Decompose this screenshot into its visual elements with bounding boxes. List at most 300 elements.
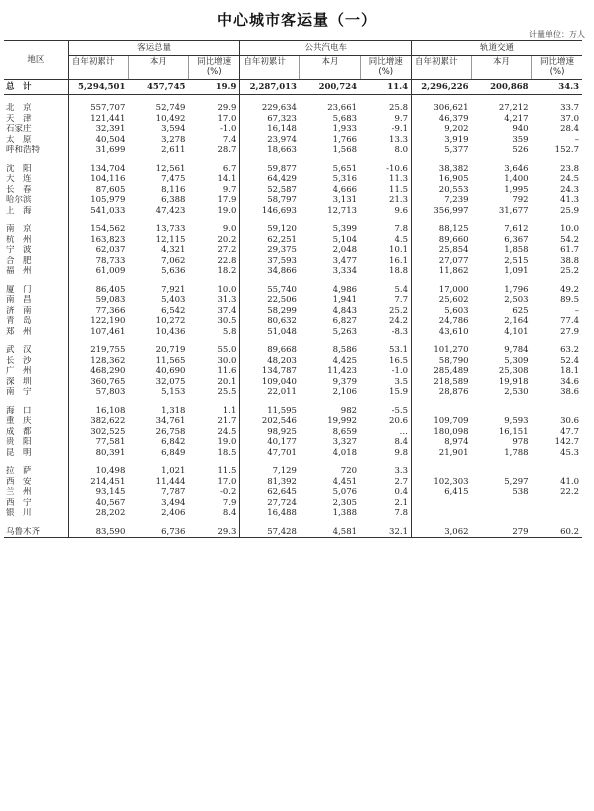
city-name: 重 庆 xyxy=(6,416,32,426)
value-cell: 58,790 xyxy=(411,356,471,367)
city-name: 深 圳 xyxy=(6,376,32,387)
value-cell: 67,323 xyxy=(240,114,300,125)
value-cell: 4,101 xyxy=(504,326,529,337)
value-cell: 59,120 xyxy=(240,224,300,235)
table-row xyxy=(4,245,582,256)
value-cell: 19.0 xyxy=(217,205,237,216)
value-cell: 7,787 xyxy=(161,487,186,497)
value-cell: 16,905 xyxy=(411,174,471,185)
value-cell: 98,925 xyxy=(240,427,300,438)
spacer-cell xyxy=(472,95,532,104)
header-group-rail: 轨道交通 xyxy=(411,41,582,56)
value-cell: 7.9 xyxy=(222,497,237,508)
value-cell: 49.2 xyxy=(560,284,579,295)
value-cell: 30.0 xyxy=(217,355,237,366)
value-cell: -8.3 xyxy=(391,326,408,337)
value-cell xyxy=(532,466,582,477)
table-row xyxy=(4,406,582,417)
spacer-cell xyxy=(188,337,240,345)
value-cell: 360,765 xyxy=(68,377,128,388)
value-cell: 1,995 xyxy=(504,184,529,195)
value-cell: 5,636 xyxy=(161,266,186,276)
value-cell: 9,202 xyxy=(411,124,471,135)
value-cell: 11.5 xyxy=(389,184,408,195)
spacer-cell xyxy=(360,95,411,104)
city-name: 太 原 xyxy=(6,134,32,145)
header-cumulative: 自年初累计 xyxy=(411,56,471,80)
spacer-cell xyxy=(411,277,471,285)
value-cell: 34.3 xyxy=(532,80,582,95)
value-cell: 4,451 xyxy=(332,476,358,487)
value-cell: 7.4 xyxy=(222,134,237,145)
value-cell: 5,403 xyxy=(161,295,186,305)
value-cell: 58,797 xyxy=(240,195,300,206)
value-cell: 11.5 xyxy=(217,466,237,476)
value-cell: 5,683 xyxy=(332,113,358,124)
value-cell: 229,634 xyxy=(240,103,300,114)
city-name: 兰 州 xyxy=(6,487,32,497)
spacer-cell xyxy=(68,216,128,224)
value-cell: 16,488 xyxy=(240,508,300,519)
value-cell: 134,787 xyxy=(240,366,300,377)
value-cell: 15.9 xyxy=(389,387,408,397)
value-cell: 6,736 xyxy=(128,527,188,538)
value-cell: 10.1 xyxy=(389,245,408,255)
spacer-cell xyxy=(4,156,68,164)
value-cell: 940 xyxy=(512,124,529,134)
value-cell: 200,724 xyxy=(300,80,360,95)
value-cell: 121,441 xyxy=(68,114,128,125)
value-cell: 128,362 xyxy=(68,356,128,367)
value-cell: 17.0 xyxy=(217,113,237,124)
city-name: 武 汉 xyxy=(6,345,32,355)
value-cell: 59,083 xyxy=(68,295,128,306)
value-cell: 5,263 xyxy=(332,326,358,337)
value-cell: 11,565 xyxy=(155,355,186,366)
value-cell: 11.6 xyxy=(217,366,237,376)
table-row xyxy=(4,437,582,448)
city-name: 宁 波 xyxy=(6,245,32,255)
value-cell: 526 xyxy=(512,145,529,155)
spacer-cell xyxy=(4,216,68,224)
value-cell: 720 xyxy=(340,466,358,476)
value-cell: 2,515 xyxy=(504,255,529,266)
value-cell xyxy=(411,466,471,477)
spacer-cell xyxy=(128,458,188,466)
spacer-cell xyxy=(300,95,360,104)
value-cell: – xyxy=(574,305,579,316)
spacer-cell xyxy=(472,156,532,164)
value-cell: 1,933 xyxy=(332,124,358,134)
value-cell: 8.4 xyxy=(222,508,237,518)
spacer-cell xyxy=(411,398,471,406)
value-cell xyxy=(472,466,532,477)
city-name: 长 沙 xyxy=(6,355,32,366)
value-cell: 3,646 xyxy=(504,163,529,174)
value-cell: 5,297 xyxy=(504,476,529,487)
value-cell: 10,272 xyxy=(155,316,186,326)
value-cell: 557,707 xyxy=(68,103,128,114)
value-cell: 3,494 xyxy=(161,497,186,508)
value-cell: 3,131 xyxy=(332,195,358,205)
value-cell: 3,327 xyxy=(332,437,358,447)
spacer-row xyxy=(4,156,582,164)
value-cell: 23.8 xyxy=(560,163,579,174)
spacer-cell xyxy=(411,519,471,527)
spacer-cell xyxy=(300,156,360,164)
value-cell: 28,876 xyxy=(411,387,471,398)
value-cell: 47,423 xyxy=(155,205,186,216)
value-cell: 77,366 xyxy=(68,306,128,317)
city-name: 石家庄 xyxy=(6,124,32,134)
value-cell: 41.0 xyxy=(560,476,579,487)
value-cell: 37,593 xyxy=(240,256,300,267)
table-row xyxy=(4,498,582,509)
value-cell: 279 xyxy=(472,527,532,538)
value-cell: 5.4 xyxy=(394,284,408,295)
value-cell: 1,788 xyxy=(504,447,529,458)
spacer-cell xyxy=(188,95,240,104)
value-cell: 20.6 xyxy=(389,416,408,426)
value-cell: 5,651 xyxy=(332,163,358,174)
city-name: 上 海 xyxy=(6,205,32,216)
value-cell: 2,287,013 xyxy=(240,80,300,95)
value-cell: 1,796 xyxy=(504,284,529,295)
value-cell: 32,075 xyxy=(155,376,186,387)
value-cell: 6,415 xyxy=(411,487,471,498)
value-cell: 11,595 xyxy=(240,406,300,417)
table-row xyxy=(4,387,582,398)
header-cumulative: 自年初累计 xyxy=(68,56,128,80)
value-cell: 17.0 xyxy=(217,476,237,487)
city-name: 郑 州 xyxy=(6,326,32,337)
value-cell: 11,862 xyxy=(411,266,471,277)
spacer-cell xyxy=(240,156,300,164)
value-cell: 152.7 xyxy=(554,145,579,155)
value-cell xyxy=(532,508,582,519)
value-cell: 16,108 xyxy=(68,406,128,417)
table-row xyxy=(4,174,582,185)
spacer-cell xyxy=(472,337,532,345)
value-cell: 3,594 xyxy=(161,124,186,134)
spacer-cell xyxy=(240,398,300,406)
value-cell: -5.5 xyxy=(391,405,408,416)
value-cell: 109,709 xyxy=(411,416,471,427)
spacer-cell xyxy=(360,277,411,285)
value-cell: 46,379 xyxy=(411,114,471,125)
value-cell: 23,974 xyxy=(240,135,300,146)
table-row xyxy=(4,345,582,356)
value-cell: 77.4 xyxy=(560,316,579,326)
table-row xyxy=(4,235,582,246)
value-cell: 58,299 xyxy=(240,306,300,317)
value-cell: 4,986 xyxy=(332,284,358,295)
header-cumulative: 自年初累计 xyxy=(240,56,300,80)
spacer-cell xyxy=(411,156,471,164)
table-row xyxy=(4,224,582,235)
value-cell: 11.3 xyxy=(389,174,408,184)
value-cell: 29.3 xyxy=(188,527,240,538)
value-cell: 8,974 xyxy=(411,437,471,448)
value-cell: 48,203 xyxy=(240,356,300,367)
value-cell: 37.4 xyxy=(217,305,237,316)
table-row xyxy=(4,206,582,217)
value-cell: 77,581 xyxy=(68,437,128,448)
value-cell: 28.4 xyxy=(560,124,579,134)
value-cell: 10,436 xyxy=(155,326,186,337)
value-cell: 3,477 xyxy=(332,255,358,266)
value-cell: 468,290 xyxy=(68,366,128,377)
value-cell: 5,294,501 xyxy=(68,80,128,95)
city-name: 成 都 xyxy=(6,426,32,437)
value-cell: 27.2 xyxy=(217,245,237,255)
value-cell: 27,077 xyxy=(411,256,471,267)
city-name: 哈尔滨 xyxy=(6,195,32,205)
value-cell: 61.7 xyxy=(560,245,579,255)
spacer-cell xyxy=(300,519,360,527)
value-cell: 60.2 xyxy=(532,527,582,538)
value-cell: 29.9 xyxy=(217,103,237,113)
table-row xyxy=(4,295,582,306)
value-cell: 457,745 xyxy=(128,80,188,95)
value-cell: -10.6 xyxy=(386,163,408,174)
city-name: 南 京 xyxy=(6,224,32,234)
value-cell: 1,388 xyxy=(332,508,358,518)
table-row xyxy=(4,266,582,277)
value-cell: 18,663 xyxy=(240,145,300,156)
city-name: 西 安 xyxy=(6,476,32,487)
spacer-cell xyxy=(532,277,582,285)
value-cell: 19.0 xyxy=(217,437,237,447)
value-cell: 88,125 xyxy=(411,224,471,235)
value-cell: 8,659 xyxy=(332,426,358,437)
city-name: 海 口 xyxy=(6,405,32,416)
value-cell: 40,567 xyxy=(68,498,128,509)
spacer-cell xyxy=(532,398,582,406)
spacer-cell xyxy=(300,216,360,224)
spacer-cell xyxy=(532,519,582,527)
spacer-cell xyxy=(4,519,68,527)
value-cell: 1,318 xyxy=(161,405,186,416)
value-cell: 18.1 xyxy=(560,366,579,376)
value-cell: 59,877 xyxy=(240,164,300,175)
value-cell: 306,621 xyxy=(411,103,471,114)
value-cell: 16,151 xyxy=(498,426,529,437)
header-month: 本月 xyxy=(300,56,360,80)
value-cell: 24.5 xyxy=(217,426,237,437)
value-cell: 4,217 xyxy=(504,113,529,124)
table-row xyxy=(4,103,582,114)
value-cell: 5.8 xyxy=(222,326,237,337)
city-name: 呼和浩特 xyxy=(6,145,41,155)
value-cell: 104,116 xyxy=(68,174,128,185)
value-cell: 37.0 xyxy=(560,113,579,124)
spacer-cell xyxy=(360,337,411,345)
spacer-row xyxy=(4,277,582,285)
value-cell: 34,866 xyxy=(240,266,300,277)
value-cell: 8.0 xyxy=(394,145,408,155)
value-cell: 26,758 xyxy=(155,426,186,437)
value-cell: 81,392 xyxy=(240,477,300,488)
value-cell: 22,011 xyxy=(240,387,300,398)
value-cell: 0.4 xyxy=(394,487,408,497)
spacer-cell xyxy=(4,398,68,406)
city-name: 西 宁 xyxy=(6,497,32,508)
value-cell: 12,713 xyxy=(327,205,358,216)
value-cell: 9,593 xyxy=(504,416,529,426)
value-cell: 63.2 xyxy=(560,345,579,355)
unit-note: 计量单位：万人 xyxy=(529,30,585,39)
value-cell: 27,724 xyxy=(240,498,300,509)
header-area: 地区 xyxy=(4,41,68,80)
value-cell: 134,704 xyxy=(68,164,128,175)
city-name: 济 南 xyxy=(6,305,32,316)
value-cell: 6.7 xyxy=(222,163,237,174)
value-cell: 62,037 xyxy=(68,245,128,256)
value-cell: 57,428 xyxy=(240,527,300,538)
value-cell: 10.0 xyxy=(560,224,579,234)
value-cell: 17.9 xyxy=(217,195,237,205)
spacer-cell xyxy=(128,519,188,527)
table-body xyxy=(4,80,582,538)
spacer-cell xyxy=(240,277,300,285)
value-cell: 32.1 xyxy=(360,527,411,538)
page-title: 中心城市客运量（一） xyxy=(216,11,377,29)
value-cell: 47,701 xyxy=(240,448,300,459)
value-cell: 27.9 xyxy=(560,326,579,337)
value-cell: 1,858 xyxy=(504,245,529,255)
spacer-cell xyxy=(68,277,128,285)
value-cell: 302,525 xyxy=(68,427,128,438)
spacer-cell xyxy=(411,458,471,466)
value-cell: 13,733 xyxy=(155,224,186,234)
value-cell: 20.2 xyxy=(217,234,237,245)
value-cell: 7,062 xyxy=(161,255,186,266)
spacer-row xyxy=(4,519,582,527)
value-cell: 7.7 xyxy=(394,295,408,305)
spacer-cell xyxy=(188,398,240,406)
value-cell: 27,212 xyxy=(498,103,529,113)
value-cell: 62,251 xyxy=(240,235,300,246)
value-cell: 7,921 xyxy=(161,284,186,295)
value-cell: 8,116 xyxy=(161,184,186,195)
value-cell: 9.8 xyxy=(394,447,408,458)
spacer-cell xyxy=(128,277,188,285)
value-cell: 5,309 xyxy=(504,355,529,366)
spacer-cell xyxy=(128,216,188,224)
value-cell: 1,568 xyxy=(332,145,358,155)
value-cell: 3,062 xyxy=(411,527,471,538)
value-cell: 12,115 xyxy=(155,234,186,245)
city-name: 沈 阳 xyxy=(6,163,32,174)
value-cell: 4,843 xyxy=(332,305,358,316)
value-cell: 28,202 xyxy=(68,508,128,519)
city-name: 总 计 xyxy=(4,80,68,95)
spacer-cell xyxy=(411,337,471,345)
spacer-row xyxy=(4,95,582,104)
value-cell: 4.5 xyxy=(394,234,408,245)
value-cell: 4,321 xyxy=(161,245,186,255)
spacer-cell xyxy=(300,277,360,285)
value-cell: 2,503 xyxy=(504,295,529,305)
value-cell: 9.7 xyxy=(222,184,237,195)
spacer-cell xyxy=(240,95,300,104)
value-cell: 7,612 xyxy=(504,224,529,234)
spacer-cell xyxy=(4,277,68,285)
spacer-cell xyxy=(300,398,360,406)
value-cell: 25.2 xyxy=(389,305,408,316)
value-cell: 359 xyxy=(512,134,529,145)
city-name: 北 京 xyxy=(6,103,32,113)
value-cell: 89.5 xyxy=(560,295,579,305)
table-row xyxy=(4,256,582,267)
spacer-cell xyxy=(360,216,411,224)
table-row xyxy=(4,366,582,377)
table-row xyxy=(4,527,582,538)
value-cell: 31,699 xyxy=(68,145,128,156)
value-cell: 25.5 xyxy=(217,387,237,397)
value-cell: 57,803 xyxy=(68,387,128,398)
value-cell: 2,406 xyxy=(161,508,186,518)
table-row xyxy=(4,285,582,296)
spacer-cell xyxy=(128,95,188,104)
spacer-cell xyxy=(411,95,471,104)
value-cell: 52,587 xyxy=(240,185,300,196)
value-cell: 40,690 xyxy=(155,366,186,376)
value-cell: 6,367 xyxy=(504,234,529,245)
value-cell: 47.7 xyxy=(560,426,579,437)
spacer-cell xyxy=(532,216,582,224)
value-cell: 218,589 xyxy=(411,377,471,388)
value-cell: 154,562 xyxy=(68,224,128,235)
spacer-cell xyxy=(472,398,532,406)
table-row xyxy=(4,327,582,338)
value-cell: 163,823 xyxy=(68,235,128,246)
value-cell: 1.1 xyxy=(222,405,237,416)
spacer-cell xyxy=(68,458,128,466)
spacer-cell xyxy=(472,216,532,224)
value-cell: 31.3 xyxy=(217,295,237,305)
value-cell: 61,009 xyxy=(68,266,128,277)
value-cell: 202,546 xyxy=(240,416,300,427)
value-cell: 55,740 xyxy=(240,285,300,296)
value-cell: 1,766 xyxy=(332,134,358,145)
spacer-cell xyxy=(240,458,300,466)
value-cell: -0.2 xyxy=(220,487,237,497)
value-cell: 54.2 xyxy=(560,234,579,245)
value-cell: 6,388 xyxy=(161,195,186,205)
value-cell: 80,391 xyxy=(68,448,128,459)
value-cell xyxy=(411,508,471,519)
value-cell: 83,590 xyxy=(68,527,128,538)
value-cell: 5,104 xyxy=(332,234,358,245)
value-cell: 43,610 xyxy=(411,327,471,338)
value-cell: 34.6 xyxy=(560,376,579,387)
spacer-row xyxy=(4,337,582,345)
value-cell: 200,868 xyxy=(472,80,532,95)
spacer-cell xyxy=(300,337,360,345)
value-cell: 6,542 xyxy=(161,305,186,316)
spacer-cell xyxy=(188,519,240,527)
value-cell: 5,399 xyxy=(332,224,358,234)
value-cell: 6,842 xyxy=(161,437,186,447)
value-cell: 109,040 xyxy=(240,377,300,388)
value-cell: 21.3 xyxy=(389,195,408,205)
value-cell: 3,278 xyxy=(161,134,186,145)
value-cell: 19.9 xyxy=(188,80,240,95)
table-row xyxy=(4,477,582,488)
value-cell: 4,666 xyxy=(332,184,358,195)
